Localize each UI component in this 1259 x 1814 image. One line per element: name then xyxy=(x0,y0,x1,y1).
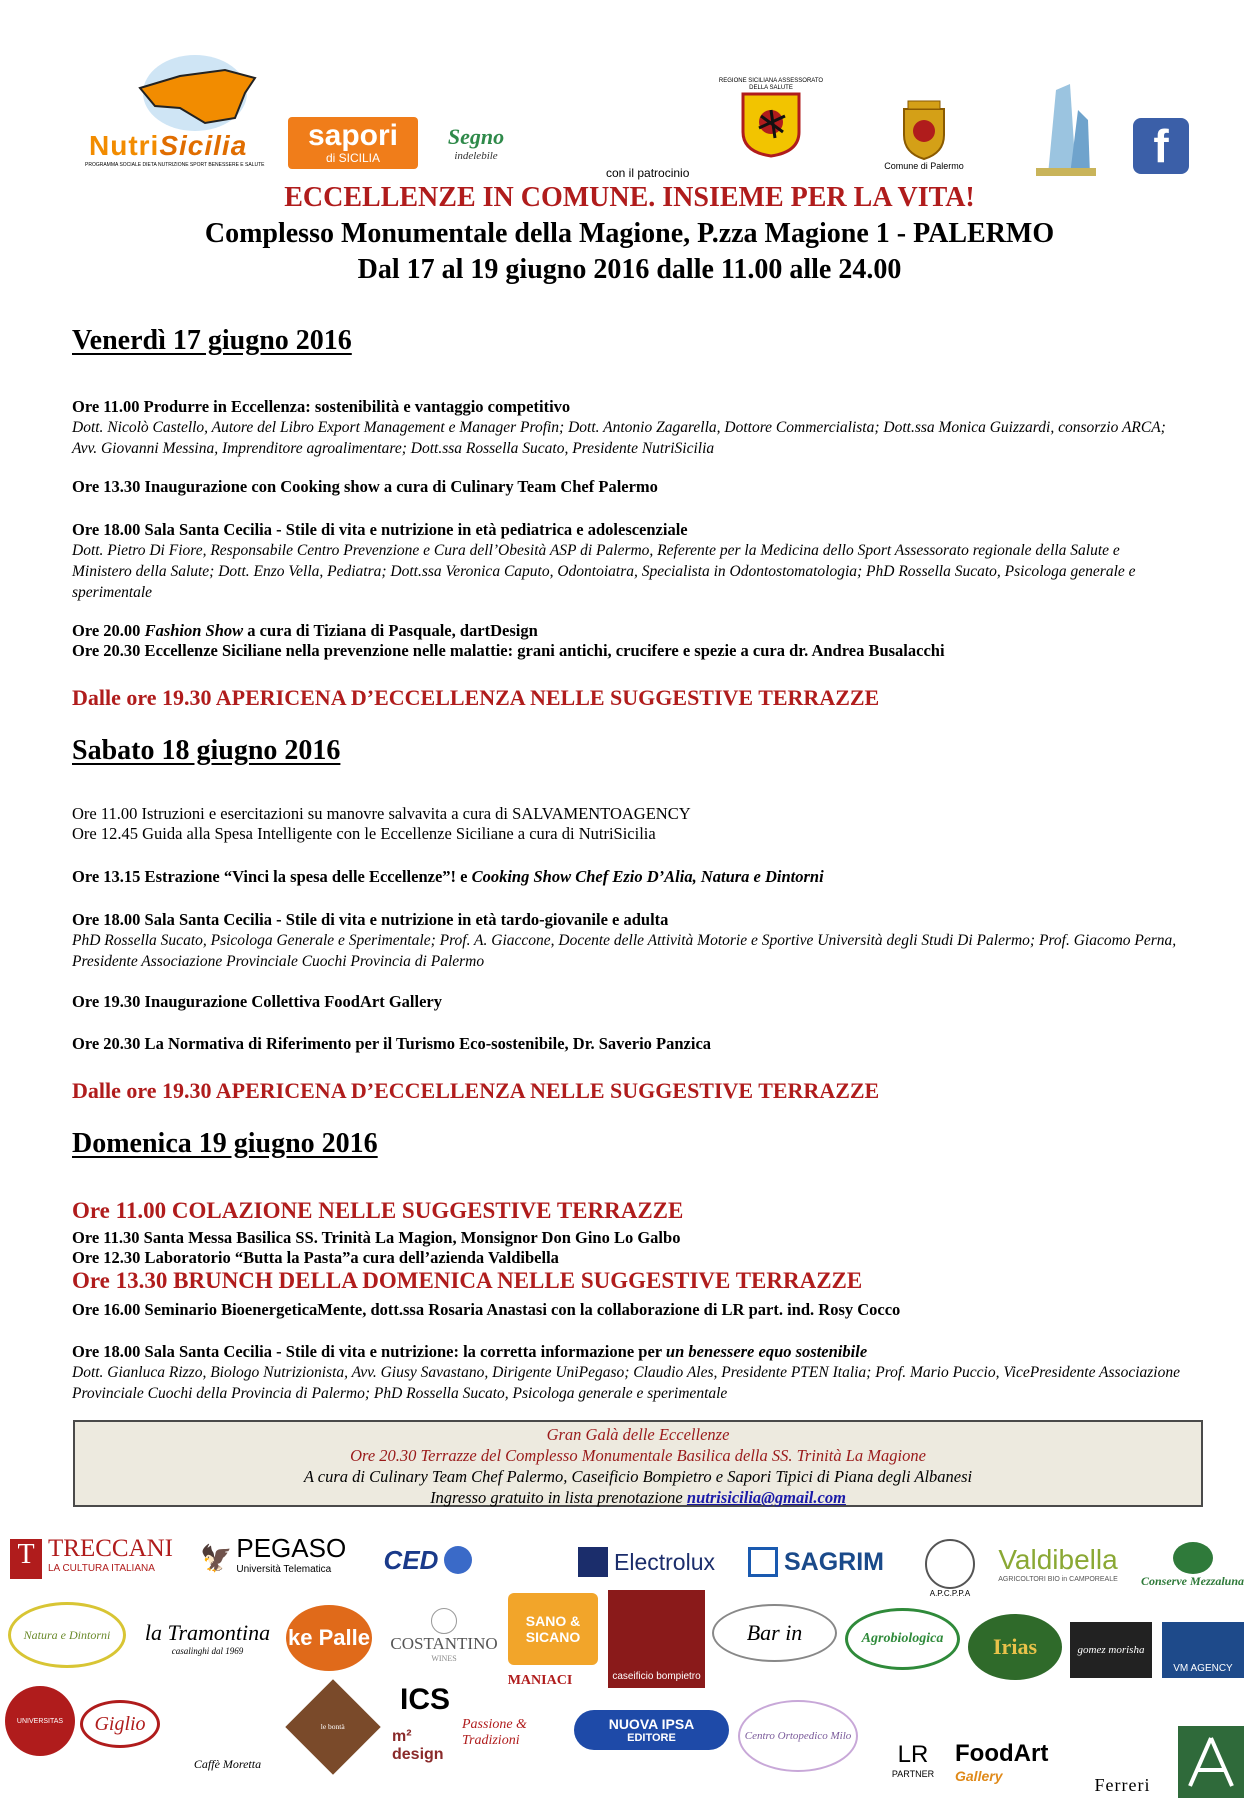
lr-logo xyxy=(878,1730,948,1790)
day-heading-sunday: Domenica 19 giugno 2016 xyxy=(72,1128,378,1159)
irias-name: Irias xyxy=(993,1634,1037,1659)
bonta-logo xyxy=(285,1679,380,1774)
natura-name: Natura e Dintorni xyxy=(23,1627,111,1642)
valdibella-name: Valdibella xyxy=(998,1543,1118,1575)
saturday-event-1: Ore 11.00 Istruzioni e esercitazioni su manovre salvavita a cura di SALVAMENTOAGENCY xyxy=(72,804,691,823)
sapori-logo xyxy=(288,117,418,169)
giglio-logo xyxy=(80,1700,160,1748)
monogram-logo xyxy=(1178,1726,1244,1798)
event-title: ECCELLENZE IN COMUNE. INSIEME PER LA VITA! xyxy=(284,182,975,213)
tramontina-name: la Tramontina xyxy=(144,1620,271,1645)
globe-icon xyxy=(444,1546,472,1574)
saturday-events-morning xyxy=(72,804,1182,844)
apcppa-name: A.P.C.P.P.A xyxy=(929,1588,971,1598)
maniaci-name: MANIACI xyxy=(507,1673,573,1688)
sagrim-logo xyxy=(748,1545,893,1579)
pegaso-sub: Università Telematica xyxy=(236,1564,332,1575)
irias-logo xyxy=(968,1614,1062,1680)
facebook-icon: f xyxy=(1153,120,1169,172)
foodart-name: FoodArt xyxy=(955,1740,1049,1767)
skyscraper-icon xyxy=(1028,80,1098,178)
friday-event-5: Ore 20.30 Eccellenze Siciliane nella prevenzione nelle malattie: grani antichi, crucifere e spezie a cura dr. Andrea Busalacchi xyxy=(72,641,945,660)
sunday-events-morning xyxy=(72,1228,1182,1268)
giglio-name: Giglio xyxy=(94,1712,146,1735)
event-speakers: Dott. Nicolò Castello, Autore del Libro Export Management e Manager Profin; Dott. Antonio Zagarella, Dottore Commercialista; Dott.ssa Monica Guizzardi, consorzio ARCA; Avv. Giovanni Messina, Imprenditore agroalimentare; Dott.ssa Rossella Sucato, Presidente NutriSicilia xyxy=(72,419,1166,457)
ics-logo xyxy=(390,1678,460,1722)
sunday-event-3 xyxy=(72,1300,1182,1320)
event-title: Ore 16.00 Seminario BioenergeticaMente, dott.ssa Rosaria Anastasi con la collaborazione di LR part. ind. Rosy Cocco xyxy=(72,1300,901,1319)
sagrim-name: SAGRIM xyxy=(784,1547,884,1576)
gala-box xyxy=(73,1420,1203,1507)
valdibella-logo xyxy=(992,1534,1124,1592)
building-logo xyxy=(1028,80,1098,178)
event-title: Ore 11.00 Produrre in Eccellenza: sostenibilità e vantaggio competitivo xyxy=(72,397,571,416)
day-heading-saturday: Sabato 18 giugno 2016 xyxy=(72,735,341,766)
gomezmorisha-name: gomez morisha xyxy=(1077,1644,1145,1656)
costantino-sub: WINES xyxy=(431,1653,457,1663)
event-title: Ore 13.15 Estrazione “Vinci la spesa delle Eccellenze”! e xyxy=(72,867,472,886)
electrolux-logo xyxy=(578,1545,738,1579)
barin-name: Bar in xyxy=(746,1620,803,1645)
pegaso-logo xyxy=(200,1533,360,1581)
event-speakers: Dott. Gianluca Rizzo, Biologo Nutrizionista, Avv. Giusy Savastano, Dirigente UniPegaso; Claudio Ales, Presidente PTEN Italia; Prof. Mario Puccio, VicePresidente Associazione Provinciale Cuochi della Provincia di Palermo; PhD Rossella Sucato, Psicologa generale e sperimentale xyxy=(72,1364,1180,1402)
caffe-moretta-logo xyxy=(170,1680,285,1772)
segno-sub: indelebile xyxy=(454,150,498,162)
monogram-icon xyxy=(1186,1734,1236,1790)
sapori-main: sapori xyxy=(307,119,399,152)
nuovaipsa-name: NUOVA IPSA xyxy=(608,1716,695,1732)
ortopedico-name: Centro Ortopedico Milo xyxy=(744,1730,852,1742)
event-title: Ore 13.30 Inaugurazione con Cooking show a cura di Culinary Team Chef Palermo xyxy=(72,477,658,496)
passione-logo xyxy=(462,1706,572,1760)
maniaci-logo xyxy=(505,1660,575,1702)
nuovaipsa-sub: EDITORE xyxy=(627,1732,676,1744)
friday-apericena: Dalle ore 19.30 APERICENA D’ECCELLENZA NELLE SUGGESTIVE TERRAZZE xyxy=(72,685,880,710)
event-title: Ore 19.30 Inaugurazione Collettiva FoodArt Gallery xyxy=(72,992,442,1011)
sunday-event-4 xyxy=(72,1342,1182,1404)
sano-sicano-logo xyxy=(508,1593,598,1665)
saturday-event-4 xyxy=(72,910,1182,972)
event-speakers: PhD Rossella Sucato, Psicologa Generale e Sperimentale; Prof. A. Giaccone, Docente delle Attività Motorie e Sportive Università degli Studi Di Palermo; Prof. Giacomo Perna, Presidente Associazione Provinciale Cuochi Provincia di Palermo xyxy=(72,932,1177,970)
conserve-icon xyxy=(1173,1542,1213,1574)
event-speakers: Dott. Pietro Di Fiore, Responsabile Centro Prevenzione e Cura dell’Obesità ASP di Palermo, Referente per la Medicina dello Sport Assessorato regionale della Salute e Ministero della Salute; Dott. Enzo Vella, Pediatra; Dott.ssa Veronica Caputo, Odontoiatra, Specialista in Odontostomatologia; PhD Rossella Sucato, Psicologa generale e sperimentale xyxy=(72,542,1136,601)
event-title: Ore 20.30 La Normativa di Riferimento per il Turismo Eco-sostenibile, Dr. Saverio Panzica xyxy=(72,1034,712,1053)
nuova-ipsa-logo xyxy=(574,1710,729,1750)
patrocinio-label: con il patrocinio xyxy=(606,166,690,180)
saturday-event-3 xyxy=(72,867,1182,887)
sagrim-icon xyxy=(748,1547,778,1577)
sunday-event-2: Ore 12.30 Laboratorio “Butta la Pasta”a cura dell’azienda Valdibella xyxy=(72,1248,559,1267)
comune-palermo-logo xyxy=(884,92,964,177)
event-title: Ore 18.00 Sala Santa Cecilia - Stile di vita e nutrizione in età pediatrica e adolescenziale xyxy=(72,520,688,539)
saturday-apericena: Dalle ore 19.30 APERICENA D’ECCELLENZA NELLE SUGGESTIVE TERRAZZE xyxy=(72,1078,880,1103)
lr-sub: PARTNER xyxy=(891,1769,935,1779)
friday-event-1 xyxy=(72,397,1182,459)
event-title: Ore 18.00 Sala Santa Cecilia - Stile di vita e nutrizione: la corretta informazione per xyxy=(72,1342,666,1361)
costantino-name: COSTANTINO xyxy=(390,1633,498,1653)
friday-event-2 xyxy=(72,477,1182,497)
treccani-logo xyxy=(10,1537,185,1581)
wing-icon: 🦅 xyxy=(200,1544,233,1573)
comune-crest-icon xyxy=(898,99,950,161)
kepalle-logo xyxy=(286,1605,372,1671)
ferreri-logo xyxy=(1080,1730,1165,1796)
agrobiologica-logo xyxy=(845,1608,960,1670)
event-title: a cura di Tiziana di Pasquale, dartDesign xyxy=(243,621,538,640)
regione-logo xyxy=(716,78,826,164)
gala-organizers: A cura di Culinary Team Chef Palermo, Caseificio Bompietro e Sapori Tipici di Piana degli Albanesi xyxy=(303,1467,973,1486)
segno-logo xyxy=(426,118,526,168)
regione-label: REGIONE SICILIANA ASSESSORATO DELLA SALUTE xyxy=(718,78,824,91)
brand-sicilia: Sicilia xyxy=(159,130,248,161)
electrolux-name: Electrolux xyxy=(614,1548,715,1575)
event-time: Ore 20.00 xyxy=(72,621,145,640)
event-title: Ore 18.00 Sala Santa Cecilia - Stile di vita e nutrizione in età tardo-giovanile e adulta xyxy=(72,910,669,929)
tramontina-logo xyxy=(140,1608,275,1668)
event-fashion-show: Fashion Show xyxy=(144,621,244,640)
gomezmorisha-logo xyxy=(1070,1622,1152,1678)
passione-name: Passione & Tradizioni xyxy=(462,1717,527,1748)
bonta-name: le bontà xyxy=(321,1722,345,1732)
agrobiologica-name: Agrobiologica xyxy=(861,1631,944,1646)
day-heading-friday: Venerdì 17 giugno 2016 xyxy=(72,325,352,356)
email-link[interactable]: nutrisicilia@gmail.com xyxy=(686,1488,846,1507)
ics-name: ICS xyxy=(399,1683,450,1716)
segno-main: Segno xyxy=(447,124,505,149)
vm-name: VM AGENCY xyxy=(1173,1663,1233,1674)
sunday-event-1: Ore 11.30 Santa Messa Basilica SS. Trinità La Magion, Monsignor Don Gino Lo Galbo xyxy=(72,1228,681,1247)
foodart-logo xyxy=(955,1732,1073,1792)
event-dates: Dal 17 al 19 giugno 2016 dalle 11.00 alle 24.00 xyxy=(357,254,902,285)
treccani-icon: T xyxy=(10,1539,42,1579)
universitas-name: UNIVERSITAS xyxy=(16,1717,64,1725)
m2-design-logo xyxy=(392,1726,452,1766)
tramontina-sub: casalinghi dal 1969 xyxy=(171,1646,244,1656)
saturday-event-5 xyxy=(72,992,1182,1012)
friday-event-4 xyxy=(72,621,1182,661)
brand-nutri: Nutri xyxy=(89,130,160,161)
costantino-icon xyxy=(431,1608,457,1634)
vm-agency-logo xyxy=(1162,1622,1244,1678)
gala-title: Gran Galà delle Eccellenze xyxy=(546,1425,730,1444)
bompietro-logo xyxy=(608,1590,705,1688)
bompietro-name: caseificio bompietro xyxy=(612,1671,701,1682)
natura-logo xyxy=(8,1602,126,1668)
apcppa-logo xyxy=(912,1532,988,1604)
sapori-sub: di SICILIA xyxy=(325,151,381,165)
nutrisicilia-tagline: PROGRAMMA SOCIALE DIETA NUTRIZIONE SPORT BENESSERE E SALUTE xyxy=(85,162,265,168)
comune-label: Comune di Palermo xyxy=(884,160,964,171)
lr-name: LR xyxy=(897,1741,929,1768)
chef-hat-icon xyxy=(925,1539,975,1589)
event-cooking-show: Cooking Show Chef Ezio D’Alia, Natura e Dintorni xyxy=(471,867,824,886)
sano-name: SANO & SICANO xyxy=(525,1613,581,1645)
ortopedico-logo xyxy=(738,1700,858,1772)
treccani-sub: LA CULTURA ITALIANA xyxy=(48,1563,155,1574)
regione-shield-icon xyxy=(741,92,801,158)
ferreri-name: Ferreri xyxy=(1094,1775,1151,1795)
treccani-name: TRECCANI xyxy=(48,1535,173,1562)
costantino-logo xyxy=(385,1604,503,1666)
kepalle-name: ke Palle xyxy=(288,1625,370,1650)
gala-location: Ore 20.30 Terrazze del Complesso Monumentale Basilica della SS. Trinità La Magione xyxy=(350,1446,926,1465)
sunday-colazione: Ore 11.00 COLAZIONE NELLE SUGGESTIVE TERRAZZE xyxy=(72,1198,684,1223)
facebook-logo[interactable] xyxy=(1133,118,1189,174)
foodart-sub: Gallery xyxy=(955,1768,1003,1784)
electrolux-icon xyxy=(578,1547,608,1577)
caffe-name: Caffè Moretta xyxy=(193,1757,262,1771)
gala-entry xyxy=(75,1487,1201,1508)
saturday-event-6 xyxy=(72,1034,1182,1054)
m2-name: m² design xyxy=(392,1728,444,1763)
ced-logo xyxy=(372,1539,484,1581)
event-title-italic: un benessere equo sostenibile xyxy=(665,1342,868,1361)
pegaso-name: PEGASO xyxy=(236,1533,347,1563)
barin-logo xyxy=(712,1604,837,1662)
universitas-logo xyxy=(5,1686,75,1756)
nutrisicilia-logo xyxy=(85,48,280,173)
saturday-event-2: Ore 12.45 Guida alla Spesa Intelligente con le Eccellenze Siciliane a cura di NutriSicilia xyxy=(72,824,656,843)
conserve-logo xyxy=(1135,1534,1250,1596)
friday-event-3 xyxy=(72,520,1182,603)
event-location: Complesso Monumentale della Magione, P.zza Magione 1 - PALERMO xyxy=(204,218,1055,249)
gala-entry-text: Ingresso gratuito in lista prenotazione xyxy=(430,1488,687,1507)
conserve-name: Conserve Mezzaluna xyxy=(1140,1573,1244,1588)
sunday-brunch: Ore 13.30 BRUNCH DELLA DOMENICA NELLE SUGGESTIVE TERRAZZE xyxy=(72,1268,863,1293)
valdibella-sub: AGRICOLTORI BIO in CAMPOREALE xyxy=(998,1575,1118,1583)
ced-name: CED xyxy=(383,1544,439,1575)
